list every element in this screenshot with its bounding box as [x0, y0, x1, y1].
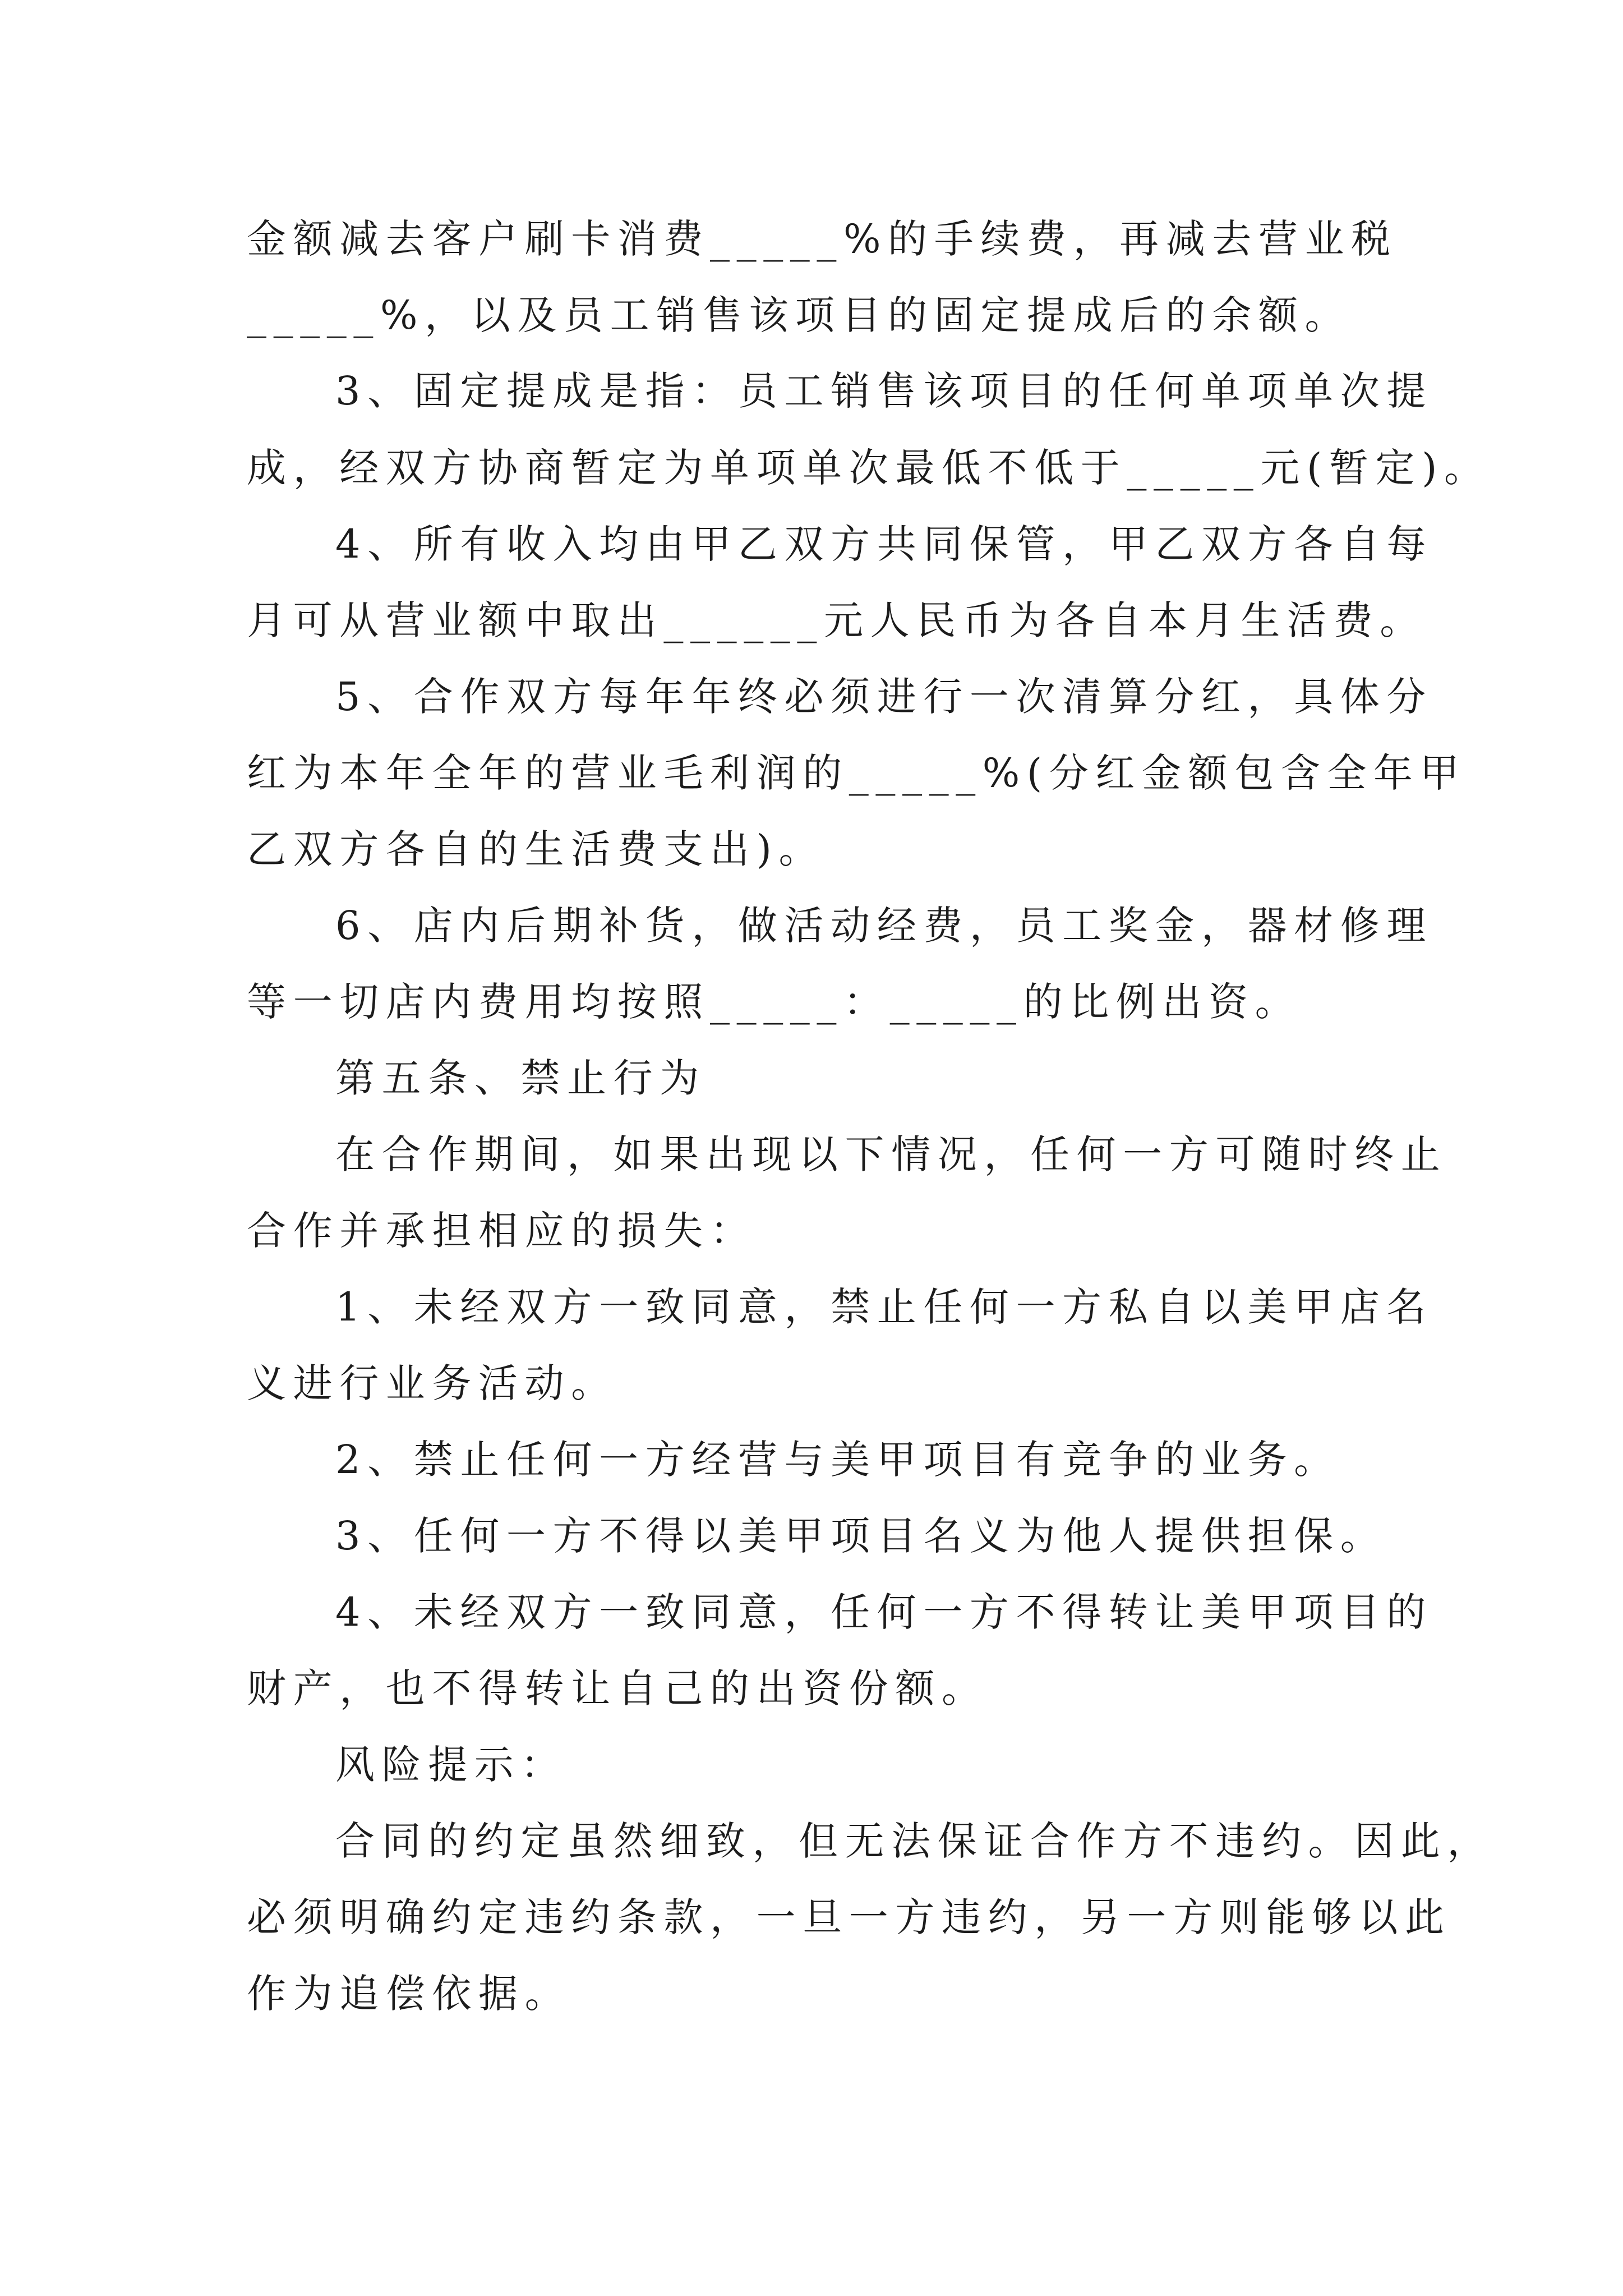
text-line: 财产，也不得转让自己的出资份额。 [247, 1665, 988, 1711]
text-line: 乙双方各自的生活费支出)。 [247, 826, 826, 872]
text-line: 2、禁止任何一方经营与美甲项目有竞争的业务。 [335, 1437, 1340, 1483]
text-line: 1、未经双方一致同意，禁止任何一方私自以美甲店名 [335, 1284, 1433, 1330]
text-line: 6、店内后期补货，做活动经费，员工奖金，器材修理 [335, 903, 1433, 949]
text-line: 成，经双方协商暂定为单项单次最低不低于_____元(暂定)。 [247, 445, 1491, 491]
text-line: 在合作期间，如果出现以下情况，任何一方可随时终止 [335, 1131, 1447, 1177]
text-line: 红为本年全年的营业毛利润的_____%(分红金额包含全年甲 [247, 750, 1467, 796]
text-line: 3、任何一方不得以美甲项目名义为他人提供担保。 [335, 1513, 1387, 1559]
text-line: 金额减去客户刷卡消费_____%的手续费，再减去营业税 [247, 216, 1398, 262]
text-line: 合作并承担相应的损失： [247, 1208, 757, 1254]
text-line: 3、固定提成是指：员工销售该项目的任何单项单次提 [335, 368, 1433, 414]
text-line: 必须明确约定违约条款，一旦一方违约，另一方则能够以此 [247, 1894, 1451, 1940]
text-line: _____%，以及员工销售该项目的固定提成后的余额。 [247, 292, 1352, 338]
text-line: 等一切店内费用均按照_____：_____的比例出资。 [247, 979, 1302, 1025]
text-line: 4、所有收入均由甲乙双方共同保管，甲乙双方各自每 [335, 521, 1433, 567]
text-line: 4、未经双方一致同意，任何一方不得转让美甲项目的 [335, 1589, 1433, 1635]
text-line: 义进行业务活动。 [247, 1360, 617, 1406]
text-line: 月可从营业额中取出______元人民币为各自本月生活费。 [247, 597, 1426, 643]
text-line: 合同的约定虽然细致，但无法保证合作方不违约。因此， [335, 1818, 1493, 1864]
text-line: 5、合作双方每年年终必须进行一次清算分红，具体分 [335, 674, 1433, 720]
section-heading: 风险提示： [335, 1742, 567, 1788]
text-line: 作为追偿依据。 [247, 1971, 571, 2017]
section-heading: 第五条、禁止行为 [335, 1055, 706, 1101]
